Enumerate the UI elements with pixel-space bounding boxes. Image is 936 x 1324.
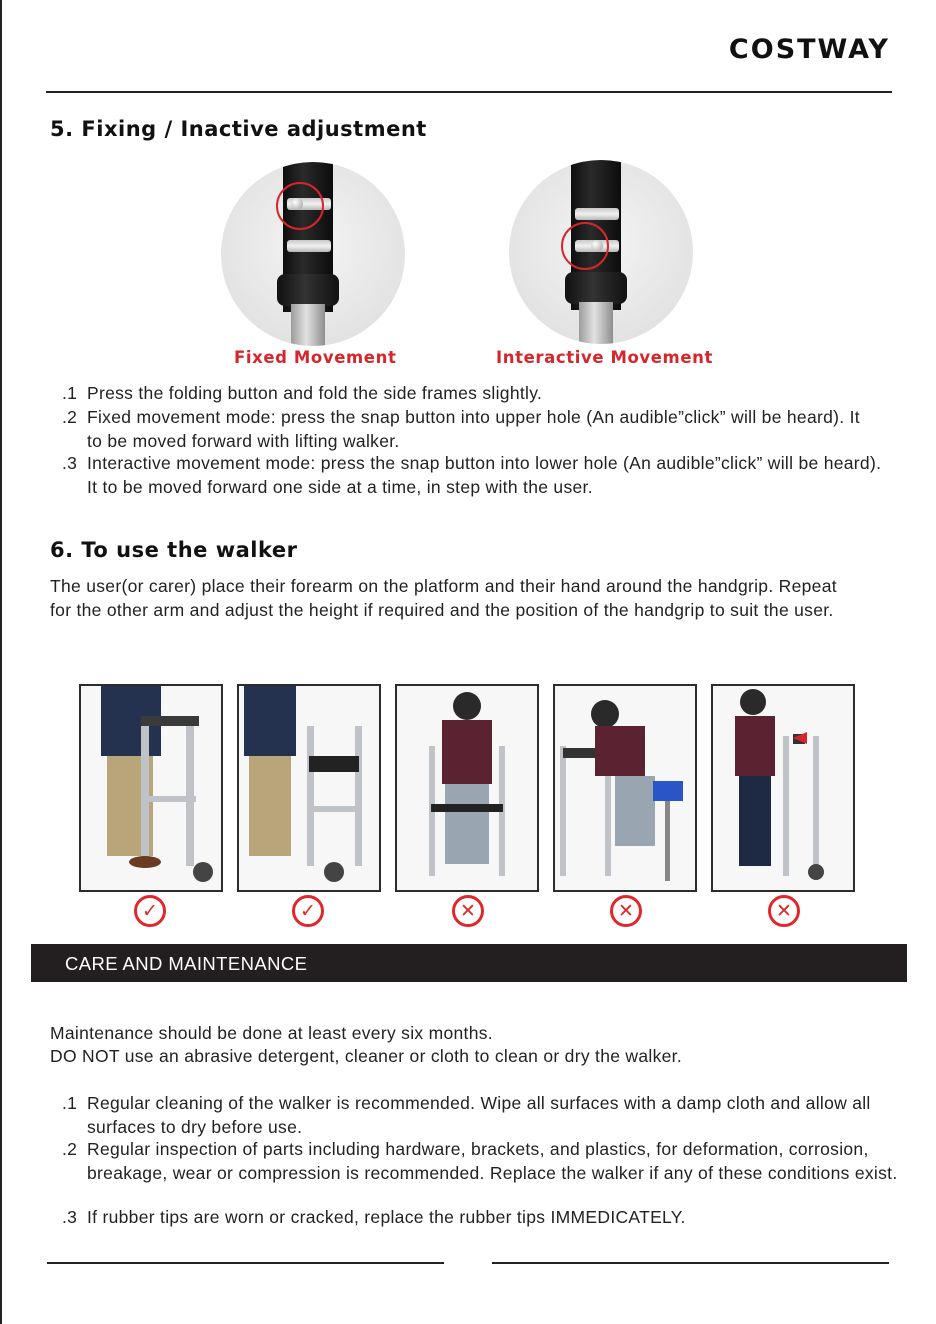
step-item: .1 Press the folding button and fold the side frames slightly.	[62, 383, 543, 403]
section-5-title: 5. Fixing / Inactive adjustment	[50, 117, 427, 141]
step-item: .3 Interactive movement mode: press the snap button into lower hole (An audible”click” will be heard). It to be moved forward one side at a time, in step with the user.	[62, 453, 882, 497]
care-maintenance-banner	[31, 944, 907, 982]
care-intro-line: DO NOT use an abrasive detergent, cleaner or cloth to clean or dry the walker.	[50, 1046, 682, 1066]
footer-divider-left	[47, 1262, 444, 1264]
correct-check-icon: ✓	[292, 895, 324, 927]
usage-description: The user(or carer) place their forearm on the platform and their hand around the handgrip. Repeat for the other arm and adjust the height if required and the position of the handgrip to suit the user.	[50, 576, 837, 620]
usage-photo-4	[553, 684, 697, 892]
step-item: .2 Fixed movement mode: press the snap button into upper hole (An audible”click” will be heard). It to be moved forward with lifting walker.	[62, 407, 860, 451]
brand-logo: COSTWAY	[728, 34, 890, 65]
care-step-item: .3 If rubber tips are worn or cracked, replace the rubber tips IMMEDICATELY.	[62, 1207, 686, 1227]
caption-fixed-movement: Fixed Movement	[234, 348, 397, 367]
incorrect-cross-icon: ✕	[768, 895, 800, 927]
highlight-circle	[276, 182, 324, 230]
care-intro-line: Maintenance should be done at least every six months.	[50, 1023, 493, 1043]
usage-photo-3	[395, 684, 539, 892]
usage-photo-2	[237, 684, 381, 892]
usage-photo-5	[711, 684, 855, 892]
highlight-circle	[561, 222, 609, 270]
footer-divider-right	[492, 1262, 889, 1264]
interactive-movement-photo	[509, 160, 693, 344]
incorrect-cross-icon: ✕	[610, 895, 642, 927]
care-step-item: .1 Regular cleaning of the walker is recommended. Wipe all surfaces with a damp cloth and allow all surfaces to dry before use.	[62, 1093, 871, 1137]
caption-interactive-movement: Interactive Movement	[496, 348, 713, 367]
care-heading: CARE AND MAINTENANCE	[65, 953, 308, 974]
page-border	[0, 0, 2, 1324]
incorrect-cross-icon: ✕	[452, 895, 484, 927]
fixed-movement-photo	[221, 162, 405, 346]
care-step-item: .2 Regular inspection of parts including hardware, brackets, and plastics, for deformation, corrosion, breakage, wear or compression is recommended. Replace the walker if any of these conditions exist.	[62, 1139, 898, 1183]
usage-photo-1	[79, 684, 223, 892]
correct-check-icon: ✓	[134, 895, 166, 927]
header-divider	[46, 91, 892, 93]
section-6-title: 6. To use the walker	[50, 538, 298, 562]
